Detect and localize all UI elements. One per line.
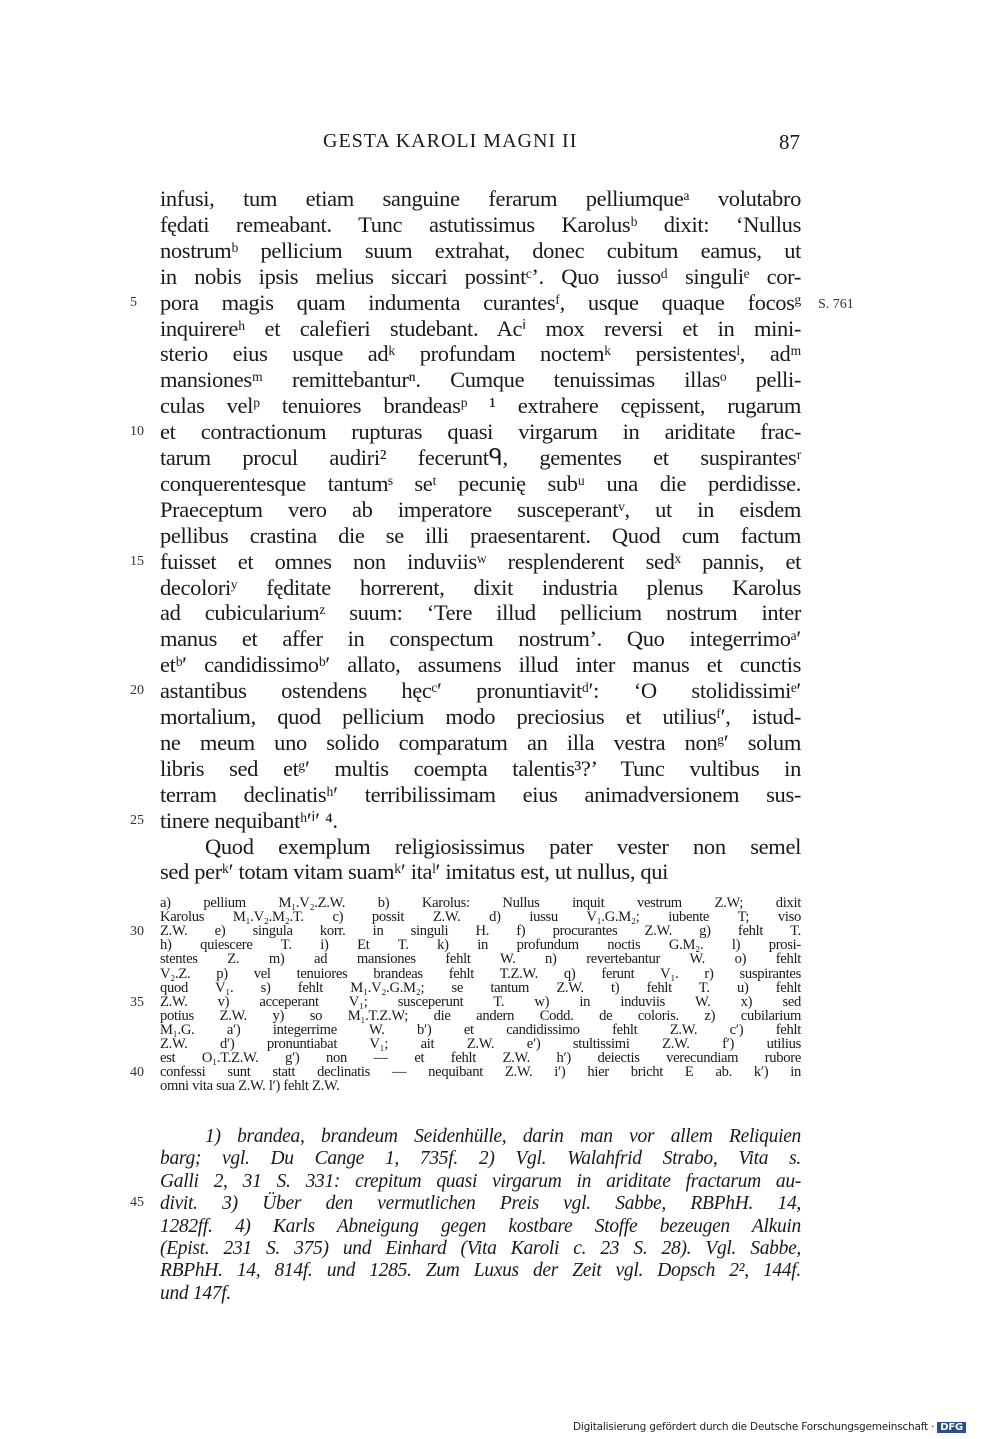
- line-number: 30: [130, 924, 144, 940]
- line-number: 20: [130, 683, 144, 699]
- text-line: fędati remeabant. Tunc astutissimus Karolusᵇ dixit: ‘Nullus: [160, 211, 801, 237]
- dfg-logo: DFG: [937, 1422, 966, 1433]
- line-number: 15: [130, 553, 144, 569]
- text-line: ad cubiculariumᶻ suum: ‘Tere illud pellicium nostrum inter: [160, 600, 801, 626]
- text-line: culas velᵖ tenuiores brandeasᵖ ¹ extrahere cępissent, rugarum: [160, 393, 801, 419]
- text-line: astantibus ostendens hęcᶜ′ pronuntiavitᵈ′: ‘O stolidissimiᵉ′: [160, 678, 801, 704]
- page-number: 87: [779, 130, 800, 154]
- text-line: sed perᵏ′ totam vitam suamᵏ′ itaˡ′ imitatus est, ut nullus, qui: [160, 859, 669, 885]
- funding-text: Digitalisierung gefördert durch die Deutsche Forschungsgemeinschaft ·: [572, 1421, 935, 1433]
- text-line: sterio eius usque adᵏ profundam noctemᵏ persistentesˡ, adᵐ: [160, 341, 801, 367]
- apparatus-line: Z.W. d′) pronuntiabat V₁; ait Z.W. e′) stultissimi Z.W. f′) utilius: [160, 1036, 801, 1052]
- footnote-line: 1) brandea, brandeum Seidenhülle, darin man vor allem Reliquien: [205, 1126, 801, 1147]
- footnote-line: divit. 3) Über den vermutlichen Preis vgl. Sabbe, RBPhH. 14,: [160, 1193, 801, 1215]
- line-number: 35: [130, 994, 144, 1010]
- line-number: 10: [130, 424, 144, 440]
- text-line: et contractionum rupturas quasi virgarum in ariditate frac-: [160, 419, 801, 445]
- apparatus-line: confessi sunt statt declinatis — nequibant Z.W. i′) hier bricht E ab. k′) in: [160, 1064, 801, 1081]
- apparatus-line: stentes Z. m) ad mansiones fehlt W. n) revertebantur W. o) fehlt: [160, 951, 801, 968]
- apparatus-line: Karolus M₁.V₂.M₂.T. c) possit Z.W. d) iussu V₁.G.M₂; iubente T; viso: [160, 909, 801, 926]
- text-line: decoloriʸ fęditate horrerent, dixit industria plenus Karolus: [160, 574, 801, 600]
- apparatus-line: h) quiescere T. i) Et T. k) in profundum noctis G.M₂. l) prosi-: [160, 937, 801, 954]
- text-line: pora magis quam indumenta curantesᶠ, usque quaque focosᵍ: [160, 289, 801, 315]
- text-line: libris sed etᵍ′ multis coempta talentis³?’ Tunc vultibus in: [160, 755, 801, 781]
- apparatus-line: M₁.G. a′) integerrime W. b′) et candidissimo fehlt Z.W. c′) fehlt: [160, 1021, 801, 1038]
- text-line: in nobis ipsis melius siccari possintᶜ’. Quo iussoᵈ singuliᵉ cor-: [160, 263, 801, 289]
- footnote-line: barg; vgl. Du Cange 1, 735f. 2) Vgl. Walahfrid Strabo, Vita s.: [160, 1148, 801, 1170]
- text-line: inquirereʰ et calefieri studebant. Acⁱ mox reversi et in mini-: [160, 315, 801, 341]
- margin-reference: S. 761: [818, 297, 854, 312]
- text-line: conquerentesque tantumˢ seᵗ pecunię subᵘ una die perdidisse.: [160, 470, 801, 496]
- apparatus-line: potius Z.W. y) so M₁.T.Z.W; die andern Codd. de coloris. z) cubilarium: [160, 1007, 801, 1024]
- text-line: tinere nequibantʰ′ⁱ′ ⁴.: [160, 807, 338, 833]
- footnote-line: und 147f.: [160, 1282, 231, 1304]
- text-line: terram declinatisʰ′ terribilissimam eius animadversionem sus-: [160, 781, 801, 807]
- footnote-line: RBPhH. 14, 814f. und 1285. Zum Luxus der Zeit vgl. Dopsch 2², 144f.: [160, 1260, 801, 1282]
- text-line: ne meum uno solido comparatum an illa vestra nonᵍ′ solum: [160, 729, 801, 755]
- funding-footer: [573, 1421, 966, 1433]
- text-line: nostrumᵇ pellicium suum extrahat, donec cubitum eamus, ut: [160, 237, 801, 263]
- apparatus-line: est O₁.T.Z.W. g′) non — et fehlt Z.W. h′) deiectis verecundiam rubore: [160, 1050, 801, 1067]
- line-number: 45: [130, 1195, 144, 1211]
- apparatus-line: a) pellium M₁.V₂.Z.W. b) Karolus: Nullus inquit vestrum Z.W; dixit: [160, 895, 801, 911]
- footnote-line: 1282ff. 4) Karls Abneigung gegen kostbare Stoffe bezeugen Alkuin: [160, 1215, 801, 1237]
- apparatus-line: omni vita sua Z.W. l′) fehlt Z.W.: [160, 1078, 340, 1095]
- text-line: tarum procul audiri² feceruntᑫ, gementes et suspirantesʳ: [160, 445, 801, 470]
- apparatus-line: Z.W. e) singula korr. in singuli H. f) procurantes Z.W. g) fehlt T.: [160, 923, 801, 940]
- text-line: pellibus crastina die se illi praesentarent. Quod cum factum: [160, 522, 801, 548]
- text-line: Quod exemplum religiosissimus pater vester non semel: [205, 833, 801, 859]
- running-head: GESTA KAROLI MAGNI II: [323, 130, 578, 152]
- line-number: 25: [130, 812, 144, 828]
- line-number: 40: [130, 1065, 144, 1081]
- apparatus-line: Z.W. v) acceperant V₁; susceperunt T. w) in induviis W. x) sed: [160, 993, 801, 1010]
- footnote-line: (Epist. 231 S. 375) und Einhard (Vita Karoli c. 23 S. 28). Vgl. Sabbe,: [160, 1238, 801, 1259]
- footnote-line: Galli 2, 31 S. 331: crepitum quasi virgarum in ariditate fractarum au-: [160, 1170, 801, 1192]
- text-line: fuisset et omnes non induviisʷ resplenderent sedˣ pannis, et: [160, 548, 801, 574]
- text-line: mortalium, quod pellicium modo preciosius et utiliusᶠ′, istud-: [160, 704, 801, 729]
- text-line: mansionesᵐ remittebanturⁿ. Cumque tenuissimas illasᵒ pelli-: [160, 367, 801, 393]
- apparatus-line: V₂.Z. p) vel tenuiores brandeas fehlt T.Z.W. q) ferunt V₁. r) suspirantes: [160, 965, 801, 982]
- text-line: Praeceptum vero ab imperatore susceperantᵛ, ut in eisdem: [160, 496, 801, 522]
- page-header: [160, 130, 800, 162]
- apparatus-line: quod V₁. s) fehlt M₁.V₂.G.M₂; se tantum Z.W. t) fehlt T. u) fehlt: [160, 979, 801, 996]
- line-number: 5: [130, 294, 137, 310]
- text-line: manus et affer in conspectum nostrum’. Quo integerrimoᵃ′: [160, 626, 801, 652]
- text-line: infusi, tum etiam sanguine ferarum pelliumqueᵃ volutabro: [160, 186, 801, 211]
- text-line: etᵇ′ candidissimoᵇ′ allato, assumens illud inter manus et cunctis: [160, 652, 801, 678]
